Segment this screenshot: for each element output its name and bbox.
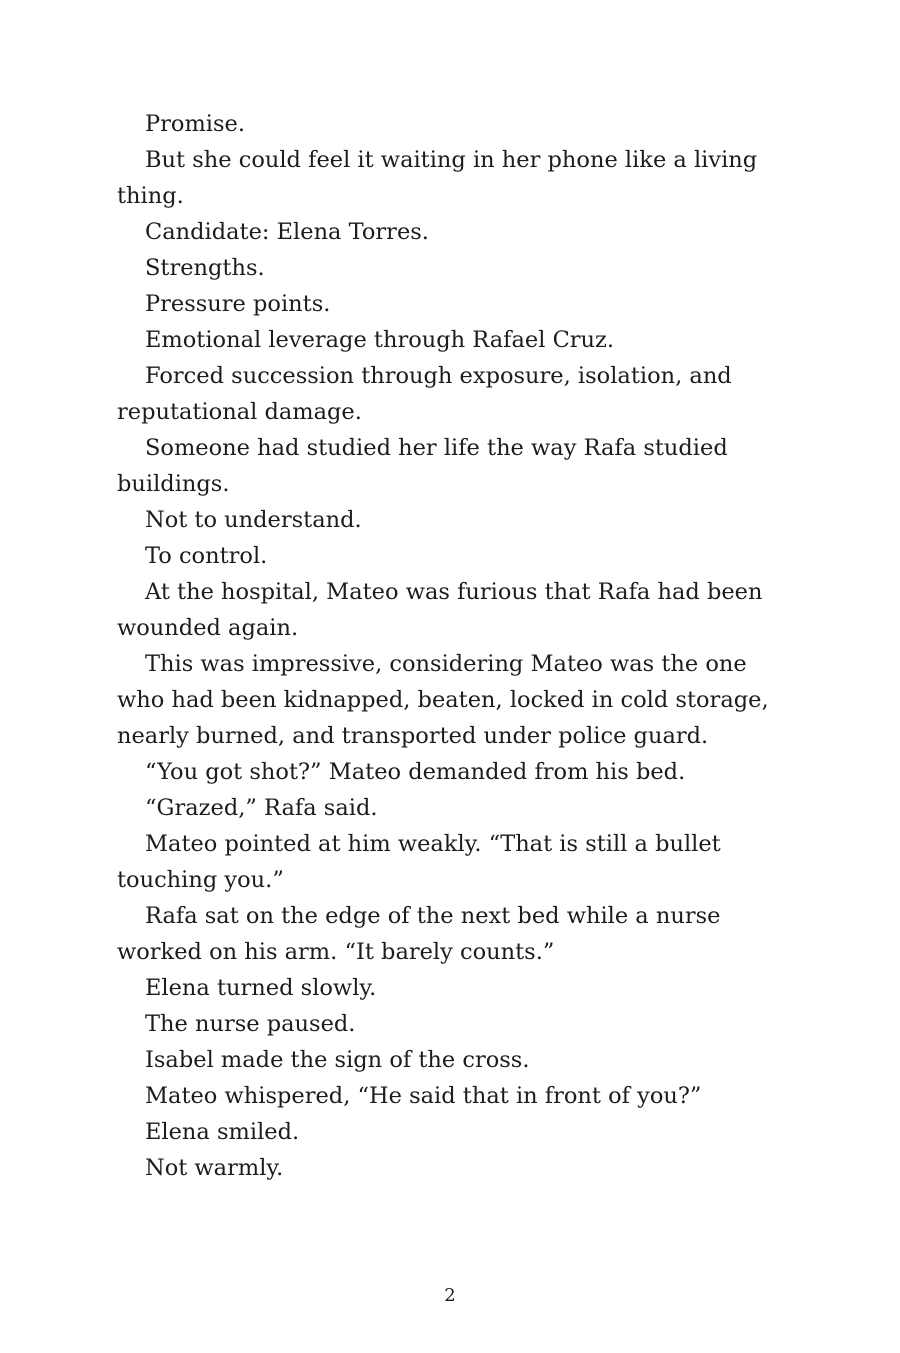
paragraph: Strengths. [145,255,265,281]
paragraph: Promise. [145,111,245,137]
paragraph: Emotional leverage through Rafael Cruz. [145,327,615,353]
paragraph: But she could feel it waiting in her phone like a living thing. [117,147,758,209]
paragraph: At the hospital, Mateo was furious that Rafa had been wounded again. [117,579,763,641]
page-number: 2 [444,1285,456,1306]
paragraph: “Grazed,” Rafa said. [145,795,378,821]
paragraph: Elena smiled. [145,1119,300,1145]
paragraph: “You got shot?” Mateo demanded from his bed. [145,759,686,785]
paragraph: Mateo pointed at him weakly. “That is still a bullet touching you.” [117,831,721,893]
paragraph: Isabel made the sign of the cross. [145,1047,530,1073]
paragraph: Pressure points. [145,291,331,317]
paragraph: This was impressive, considering Mateo was the one who had been kidnapped, beaten, locked in cold storage, nearly burned, and transported under police guard. [117,651,769,749]
paragraph: Someone had studied her life the way Rafa studied buildings. [117,435,728,497]
paragraph: Not to understand. [145,507,362,533]
paragraph: Rafa sat on the edge of the next bed while a nurse worked on his arm. “It barely counts.” [117,903,721,965]
paragraph: To control. [145,543,268,569]
paragraph: Not warmly. [145,1155,284,1181]
paragraph: Candidate: Elena Torres. [145,219,429,245]
paragraph: Mateo whispered, “He said that in front of you?” [145,1083,702,1109]
paragraph: Forced succession through exposure, isolation, and reputational damage. [117,363,732,425]
paragraph: Elena turned slowly. [145,975,377,1001]
paragraph: The nurse paused. [145,1011,356,1037]
page-body [117,106,797,1186]
